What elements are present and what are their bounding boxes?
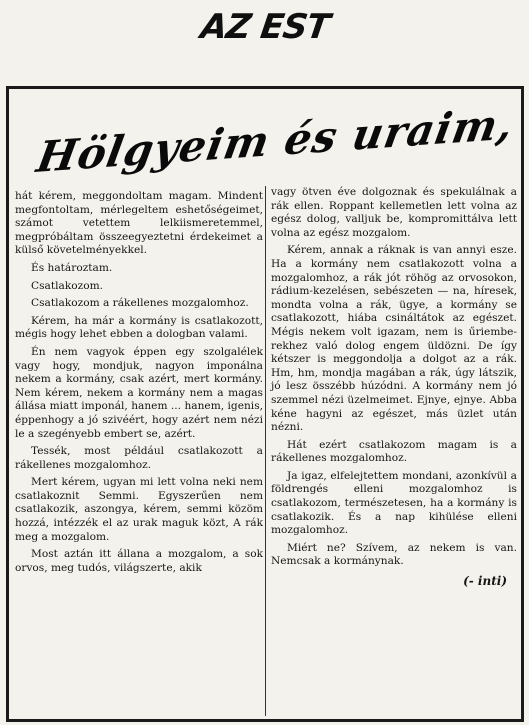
- paragraph: Ja igaz, elfelejtettem mondani, azonkívül a földrengés elleni mozgalomhoz is csatlakozom, természetesen, ha a kormány is csatlakozik. És a nap kihülése elleni mozgalomhoz.: [271, 469, 517, 537]
- paragraph: Kérem, annak a ráknak is van annyi esze. Ha a kormány nem csatlakozott volna a mozgalomhoz, a rák jót röhög az orvosokon, rádium-kezelésen, sebészeten — na, híresek, mondta volna a rák, ügye, a kormány se csatlakozott, hiába csináltátok az egészet. Mégis nekem volt igazam, nem is űriembe-rekhez való dolog engem üldözni. De így kétszer is meggondolja a dolgot az a rák. Hm, hm, mondja magában a rák, úgy látszik, jó lesz összébb húzódni. A kormány nem jó szemmel nézi üzelmeimet. Ejnye, ejnye. Abba kéne hagyni az egészet, más üzlet után nézni.: [271, 244, 517, 434]
- left-column: [15, 190, 263, 575]
- paragraph: Tessék, most például csatlakozott a rákellenes mozgalomhoz.: [15, 445, 263, 471]
- masthead-logo: AZ EST: [197, 7, 332, 47]
- paragraph: Most aztán itt állana a mozgalom, a sok orvos, meg tudós, világszerte, akik: [15, 548, 263, 574]
- paragraph: Mert kérem, ugyan mi lett volna neki nem csatlakoznit Semmi. Egyszerűen nem csatlakozik, aszongya, kérem, semmi közöm hozzá, intézzék el az urak maguk közt, A rák meg a mozgalom.: [15, 476, 263, 543]
- paragraph: Csatlakozom a rákellenes mozgalomhoz.: [31, 297, 249, 310]
- paragraph: hát kérem, meggondoltam magam. Mindent megfontoltam, mérlegeltem eshetőségeimet, számot vetettem lelkiismeretemmel, megpróbáltam összeegyeztetni érdekeimet a külső követelményekkel.: [15, 190, 263, 257]
- paragraph: Én nem vagyok éppen egy szolgalélek vagy hogy, mondjuk, nagyon imponálna nekem a kormány, csak azért, mert kormány. Nem kérem, nekem a kormány nem a magas állása miatt imponál, hanem ... hanem, igenis, éppenhogy a jó szivéért, hogy azért nem nézi le a szegényebb embert se, azért.: [15, 345, 263, 440]
- paragraph: Miért ne? Szívem, az nekem is van. Nemcsak a kormánynak.: [271, 541, 517, 568]
- paragraph: És határoztam.: [31, 261, 113, 274]
- column-divider: [265, 186, 266, 716]
- paragraph: vagy ötven éve dolgoznak és spekulálnak a rák ellen. Roppant kellemetlen lett volna az egész dolog, valljuk be, kompromittálva lett volna az egész mozgalom.: [271, 186, 517, 239]
- headline: [33, 98, 519, 182]
- right-column: [271, 186, 517, 589]
- masthead: [0, 6, 529, 48]
- headline-text: Hölgyeim és uraim,: [33, 98, 519, 182]
- paragraph: Hát ezért csatlakozom magam is a rákellenes mozgalomhoz.: [271, 438, 517, 465]
- paragraph: Csatlakozom.: [31, 279, 103, 292]
- paragraph: Kérem, ha már a kormány is csatlakozott, mégis hogy lehet ebben a dologban valami.: [15, 314, 263, 341]
- signature: (- inti): [463, 574, 507, 589]
